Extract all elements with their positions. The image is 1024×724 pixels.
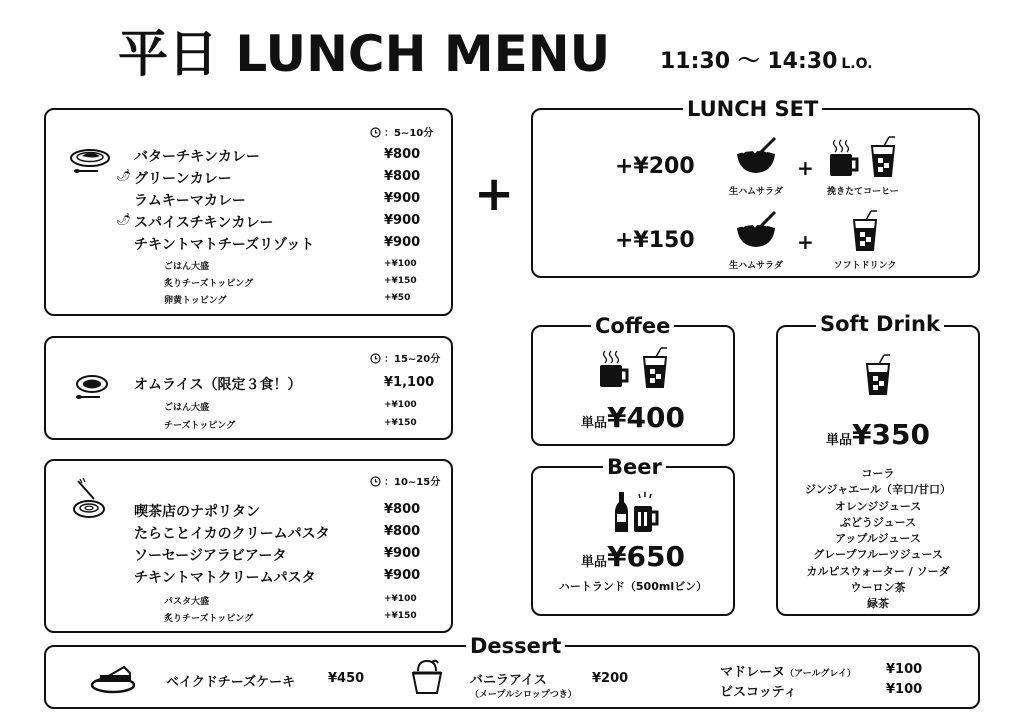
salad-bowl-icon bbox=[733, 210, 779, 250]
list-item: 緑茶 bbox=[867, 597, 889, 611]
menu-item-price: ¥900 bbox=[384, 191, 421, 206]
list-item: アップルジュース bbox=[835, 532, 921, 546]
soft-drink-icon bbox=[851, 210, 879, 252]
pasta-section bbox=[44, 459, 453, 633]
dessert-name: ベイクドチーズケーキ bbox=[166, 675, 296, 690]
iced-coffee-icon bbox=[869, 136, 897, 178]
dessert-price: ¥100 bbox=[886, 682, 923, 697]
menu-item-name: ソーセージアラビアータ bbox=[134, 548, 287, 564]
menu-item-name: オムライス（限定３食！） bbox=[134, 377, 302, 393]
dessert-price: ¥200 bbox=[592, 671, 629, 686]
list-item: オレンジジュース bbox=[834, 499, 922, 513]
coffee-section bbox=[531, 314, 735, 446]
omurice-plate-icon bbox=[72, 372, 112, 402]
beer-title: Beer bbox=[603, 455, 666, 479]
business-hours bbox=[660, 44, 873, 75]
list-item: ジンジャエール（辛口/甘口） bbox=[804, 483, 952, 497]
set-item-caption: ソフトドリンク bbox=[833, 261, 897, 271]
chili-icon: 🌶 bbox=[116, 212, 132, 226]
omurice-wait-time: ：15~20分 bbox=[370, 350, 440, 365]
menu-item-price: ¥900 bbox=[384, 235, 421, 250]
option-name: チーズトッピング bbox=[164, 421, 236, 431]
pasta-plate-icon bbox=[72, 477, 106, 521]
set-item-caption: 生ハムサラダ bbox=[729, 261, 783, 271]
last-order-label: L.O. bbox=[841, 56, 873, 72]
hot-coffee-icon bbox=[827, 138, 861, 178]
list-item: ぶどうジュース bbox=[839, 515, 917, 529]
single-item-label: 単品 bbox=[826, 433, 853, 448]
soft-drink-section bbox=[776, 325, 980, 616]
dessert-subtext: （アールグレイ） bbox=[785, 669, 856, 679]
menu-item-price: ¥1,100 bbox=[384, 375, 435, 390]
pasta-wait-time: ：10~15分 bbox=[370, 473, 440, 488]
hours-text: 11:30 〜 14:30 bbox=[660, 49, 838, 74]
set-price: +¥150 bbox=[615, 228, 695, 253]
curry-plate-icon bbox=[68, 146, 114, 176]
menu-item-name: ラムキーマカレー bbox=[134, 193, 246, 209]
menu-item-price: ¥800 bbox=[384, 169, 421, 184]
option-name: パスタ大盛 bbox=[164, 597, 210, 607]
beer-price-line bbox=[533, 540, 733, 573]
coffee-price-line bbox=[533, 401, 733, 434]
option-price: +¥100 bbox=[384, 594, 417, 604]
hot-coffee-icon bbox=[597, 349, 631, 389]
option-price: +¥150 bbox=[384, 418, 417, 428]
set-plus-sign: + bbox=[797, 156, 814, 180]
coffee-price: ¥400 bbox=[607, 401, 685, 434]
plus-sign: + bbox=[474, 166, 515, 222]
beer-price: ¥650 bbox=[607, 540, 685, 573]
iced-coffee-icon bbox=[641, 347, 669, 389]
chili-icon: 🌶 bbox=[116, 168, 132, 182]
ice-cream-icon bbox=[410, 657, 444, 697]
page-title: 平日 LUNCH MENU bbox=[118, 25, 611, 83]
beer-icon bbox=[613, 490, 659, 534]
salad-bowl-icon bbox=[733, 136, 779, 176]
menu-item-name: チキントマトチーズリゾット bbox=[134, 237, 315, 253]
set-plus-sign: + bbox=[797, 230, 814, 254]
clock-icon bbox=[370, 476, 381, 487]
dessert-name: ビスコッティ bbox=[720, 685, 797, 700]
menu-item-name: たらことイカのクリームパスタ bbox=[134, 526, 330, 542]
beer-section bbox=[531, 455, 735, 616]
lunch-set-title: LUNCH SET bbox=[683, 97, 822, 121]
option-name: 炙りチーズトッピング bbox=[164, 614, 254, 624]
list-item: コーラ bbox=[861, 467, 895, 480]
beer-note: ハートランド（500mlビン） bbox=[558, 580, 708, 593]
coffee-title: Coffee bbox=[591, 314, 674, 338]
dessert-section bbox=[44, 634, 980, 709]
clock-icon bbox=[370, 353, 381, 364]
menu-item-price: ¥800 bbox=[384, 524, 421, 539]
menu-item-name: チキントマトクリームパスタ bbox=[134, 570, 316, 586]
set-item-caption: 挽きたてコーヒー bbox=[827, 187, 899, 197]
curry-section bbox=[44, 108, 453, 316]
dessert-price: ¥100 bbox=[886, 662, 923, 677]
clock-icon bbox=[370, 127, 381, 138]
curry-wait-time: ：5~10分 bbox=[370, 124, 433, 139]
list-item: カルピスウォーター / ソーダ bbox=[806, 564, 950, 578]
lunch-set-section bbox=[531, 97, 980, 278]
soft-drink-price: ¥350 bbox=[852, 418, 930, 451]
option-name: 炙りチーズトッピング bbox=[164, 279, 254, 289]
set-item-caption: 生ハムサラダ bbox=[729, 187, 783, 197]
menu-item-price: ¥900 bbox=[384, 568, 421, 583]
option-name: ごはん大盛 bbox=[164, 403, 210, 413]
list-item: ウーロン茶 bbox=[850, 581, 906, 595]
single-item-label: 単品 bbox=[581, 416, 608, 431]
dessert-name: バニラアイス bbox=[470, 673, 547, 688]
dessert-subtext: （メープルシロップつき） bbox=[470, 690, 577, 700]
option-price: +¥100 bbox=[384, 259, 417, 269]
option-price: +¥150 bbox=[384, 611, 417, 621]
menu-item-name: グリーンカレー bbox=[134, 171, 232, 187]
option-price: +¥100 bbox=[384, 400, 417, 410]
option-price: +¥150 bbox=[384, 276, 417, 286]
soft-drink-title: Soft Drink bbox=[816, 312, 944, 336]
menu-item-name: 喫茶店のナポリタン bbox=[134, 504, 260, 520]
omurice-section bbox=[44, 336, 453, 440]
option-name: ごはん大盛 bbox=[164, 262, 210, 272]
menu-item-name: バターチキンカレー bbox=[134, 149, 260, 165]
menu-item-price: ¥800 bbox=[384, 147, 421, 162]
dessert-price: ¥450 bbox=[328, 671, 365, 686]
menu-item-price: ¥800 bbox=[384, 502, 421, 517]
menu-item-price: ¥900 bbox=[384, 546, 421, 561]
dessert-title: Dessert bbox=[466, 634, 565, 658]
option-price: +¥50 bbox=[384, 293, 411, 303]
dessert-name: マドレーヌ（アールグレイ） bbox=[720, 665, 856, 680]
list-item: グレープフルーツジュース bbox=[813, 548, 943, 562]
single-item-label: 単品 bbox=[581, 555, 608, 570]
option-name: 卵黄トッピング bbox=[164, 296, 227, 306]
set-price: +¥200 bbox=[615, 154, 695, 179]
cheesecake-icon bbox=[90, 661, 136, 695]
menu-item-price: ¥900 bbox=[384, 213, 421, 228]
menu-item-name: スパイスチキンカレー bbox=[134, 215, 274, 231]
